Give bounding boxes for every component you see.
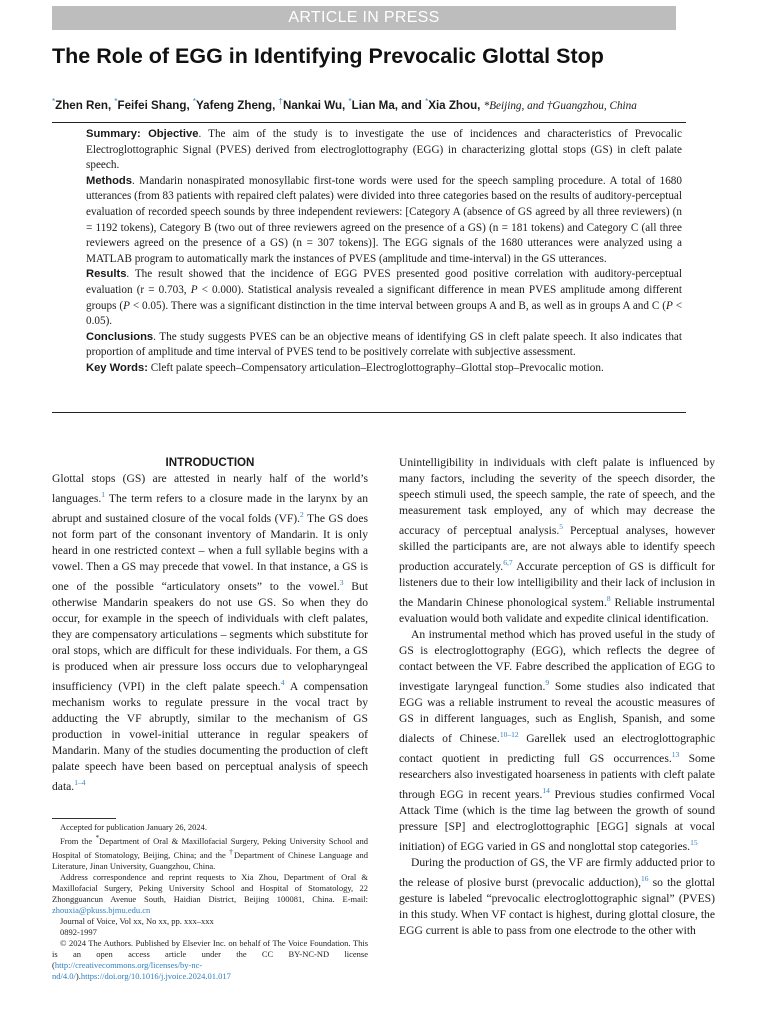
author-mark: * [425,97,429,106]
conclusions-heading: Conclusions [86,330,154,343]
footnote-journal: Journal of Voice, Vol xx, No xx, pp. xxx–xxx [60,915,214,926]
abstract-results: Results. The result showed that the incidence of EGG PVES presented good positive correlation with auditory-perceptual evaluation (r = 0.703, P < 0.000). Statistical analysis revealed a significant difference in mean PVES amplitude among different groups (P < 0.05). There was a significant distinction in the time interval between groups A and B, as well as in groups A and C (P < 0.05). [86,268,682,328]
citation-ref[interactable]: 14 [542,786,550,796]
author-mark: * [348,97,352,106]
citation-ref[interactable]: 9 [545,678,550,688]
doi-link[interactable]: https://doi.org/10.1016/j.jvoice.2024.01.017 [80,970,231,981]
author-name: Yafeng Zheng [196,98,273,112]
right-column [399,455,715,939]
objective-heading: Summary: Objective [86,128,199,140]
citation-ref[interactable]: 1 [101,490,106,500]
author-mark: * [192,97,197,106]
affiliation: *Beijing, and †Guangzhou, China [483,99,637,112]
abstract-methods: Methods. Mandarin nonaspirated monosyllabic first-tone words were used for the speech sampling procedure. A total of 1680 utterances (from 83 patients with repaired cleft palates) were divided into three categories based on the results of auditory-perceptual evaluation of recorded speech sounds by three independent reviewers: [Category A (absence of GS agreed by all three reviewers) (n = 1192 tokens), Category B (two out of three reviewers agreed on the presence of a GS) (n = 181 tokens) and Category C (all three reviewers agreed on the presence of a GS) (n = 307 tokens)]. The EGG signals of the 1680 utterances were analyzed using a MATLAB program to automatically mark the instances of PVES (amplitude and time-interval) in the GS utterances. [86,174,682,265]
citation-ref[interactable]: 8 [606,594,611,604]
citation-ref[interactable]: 13 [671,750,680,760]
footnote-issn: 0892-1997 [60,926,97,937]
abstract [86,127,682,377]
article-title: The Role of EGG in Identifying Prevocalic Glottal Stop [52,44,604,68]
abstract-objective: Summary: Objective. The aim of the study is to investigate the use of incidences and characteristics of Prevocalic Electroglottographic Signal (PVES) derived from electroglottography (EGG) in characterizing glottal stops (GS) in cleft palate speech. [86,128,682,172]
citation-ref[interactable]: 10–12 [499,730,519,740]
introduction-heading: INTRODUCTION [165,456,255,469]
keywords-heading: Key Words: [86,361,148,374]
abstract-conclusions: Conclusions. The study suggests PVES can be an objective means of identifying GS in cleft palate speech. It also indicates that proportion of amplitude and time interval of PVES tend to be positively correlate with subjective assessment. [86,330,682,359]
footnotes [52,822,368,982]
footnote-rule [52,818,116,819]
author-name: Lian Ma [351,98,395,112]
article-in-press-banner: ARTICLE IN PRESS [52,6,676,30]
email-link[interactable]: zhouxia@pkuss.bjmu.edu.cn [52,904,151,915]
left-column [52,455,368,795]
paragraph: Unintelligibility in individuals with cleft palate is influenced by many factors, including the severity of the speech disorder, the speech stimuli used, the speech sample, the rate of speech, and the measurement task employed, any of which may decrease the accuracy of perceptual analysis.$^5$ Perceptual analyses, however skilled the participants are, are not always able to identify speech production accurately.$^{6,7}$ Accurate perception of GS is difficult for listeners due to their low intelligibility and their lack of inclusion in the Mandarin Chinese phonological system.$^8$ Reliable instrumental evaluation would both validate and expedite clinical identification. [399,456,716,625]
citation-ref[interactable]: 2 [300,509,304,519]
footnote-correspondence: Address correspondence and reprint requests to Xia Zhou, Department of Oral & Maxillofacial Surgery, Peking University School and Hospital of Stomatology, 22 Zhongguancun Avenue South, Haidian District, Beijing 100081, China. E-mail: zhouxia@pkuss.bjmu.edu.cn [52,871,368,915]
citation-ref[interactable]: 1–4 [74,778,86,788]
author-name: Zhen Ren [55,98,108,112]
abstract-keywords: Key Words: Cleft palate speech–Compensatory articulation–Electroglottography–Glottal stop–Prevocalic motion. [86,361,604,374]
paragraph: An instrumental method which has proved useful in the study of GS is electroglottography (EGG), which reflects the degree of contact between the VF. Fabre described the application of EGG to investigate laryngeal function.$^9$ Some studies also indicated that EGG was a reliable instrument to reveal the acoustic measures of GS in different languages, such as English, Spanish, and some dialects of Chinese.$^{10-12}$ Garellek used an electroglottographic contact quotient in predicting full GS occurrences.$^{13}$ Some researchers also investigated hoarseness in patients with cleft palate through EGG in recent years.$^{14}$ Previous studies confirmed Vocal Attack Time (which is the time lag between the growth of sound pressure [SP] and electroglottographic [EGG] signals at vocal initiation) of EGG varied in GS and nonglottal stop categories.$^{15}$ [399,628,715,853]
footnote-license: © 2024 The Authors. Published by Elsevier Inc. on behalf of The Voice Foundation. This is an open access article under the CC BY-NC-ND license (http://creativecommons.org/licenses/by-nc-nd/4.0/).https://doi.org/10.1016/j.jvoice.2024.01.017 [52,937,368,981]
citation-ref[interactable]: 5 [559,522,564,532]
author-name: Nankai Wu [282,98,343,112]
methods-heading: Methods [86,174,132,187]
footnote-accepted: Accepted for publication January 26, 2024. [60,822,208,832]
citation-ref[interactable]: 3 [339,578,344,587]
author-mark: * [52,97,56,106]
author-conjunction: and [401,98,422,112]
paragraph: Glottal stops (GS) are attested in nearly half of the world’s languages.$^1$ The term refers to a closure made in the larynx by an abrupt and sustained closure of the vocal folds (VF).$^2$ The GS does not form part of the consonant inventory of Mandarin. It is only heard in one restricted context – when a full syllable begins with a vowel. Then a GS may precede that vowel. In that instance, a GS is one of the possible “articulatory onsets” to the vowel.$^3$ But otherwise Mandarin speakers do not use GS. So when they do occur, for example in the speech of individuals with cleft palates, they are compensatory articulations – segments which substitute for oral stops, which are difficult for these individuals. For them, a GS is produced when air pressure loss occurs due to velopharyngeal insufficiency (VPI) in the cleft palate speech.$^4$ A compensation mechanism works to regulate pressure in the vocal tract by adducting the VF abruptly, similar to the mechanism of GS production in vowel-initial utterance in regular speakers of Mandarin. Many of the studies documenting the production of cleft palate speech have been based on perceptual analysis of speech data.$^{1-4}$ [52,472,368,794]
author-name: Feifei Shang [117,98,187,112]
citation-ref[interactable]: 16 [641,874,649,883]
license-link[interactable]: http://creativecommons.org/licenses/by-nc-nd/4.0/ [52,959,203,981]
abstract-top-rule [52,122,686,123]
abstract-bottom-rule [52,412,686,413]
author-mark: † [278,97,283,106]
author-list: *Zhen Ren, *Feifei Shang, *Yafeng Zheng, †Nankai Wu, *Lian Ma, and *Xia Zhou, *Beijing, and †Guangzhou, China [52,97,637,112]
citation-ref[interactable]: 6,7 [503,558,513,568]
author-mark: * [114,97,118,106]
paragraph: During the production of GS, the VF are firmly adducted prior to the release of plosive burst (prevocalic adduction),$^{16}$ so the glottal gesture is labeled “prevocalic electroglottographic signal” (PVES) in this study. When VF contact is highest, during glottal closure, the EGG current is able to pass from one electrode to the other with [399,855,715,937]
author-name: Xia Zhou [428,98,478,112]
citation-ref[interactable]: 4 [280,678,285,688]
citation-ref[interactable]: 15 [690,838,698,848]
results-heading: Results [86,268,127,281]
footnote-affiliations: From the *Department of Oral & Maxillofacial Surgery, Peking University School and Hospital of Stomatology, Beijing, China; and the †Department of Chinese Language and Literature, Jinan University, Guangzhou, China. [52,834,368,871]
